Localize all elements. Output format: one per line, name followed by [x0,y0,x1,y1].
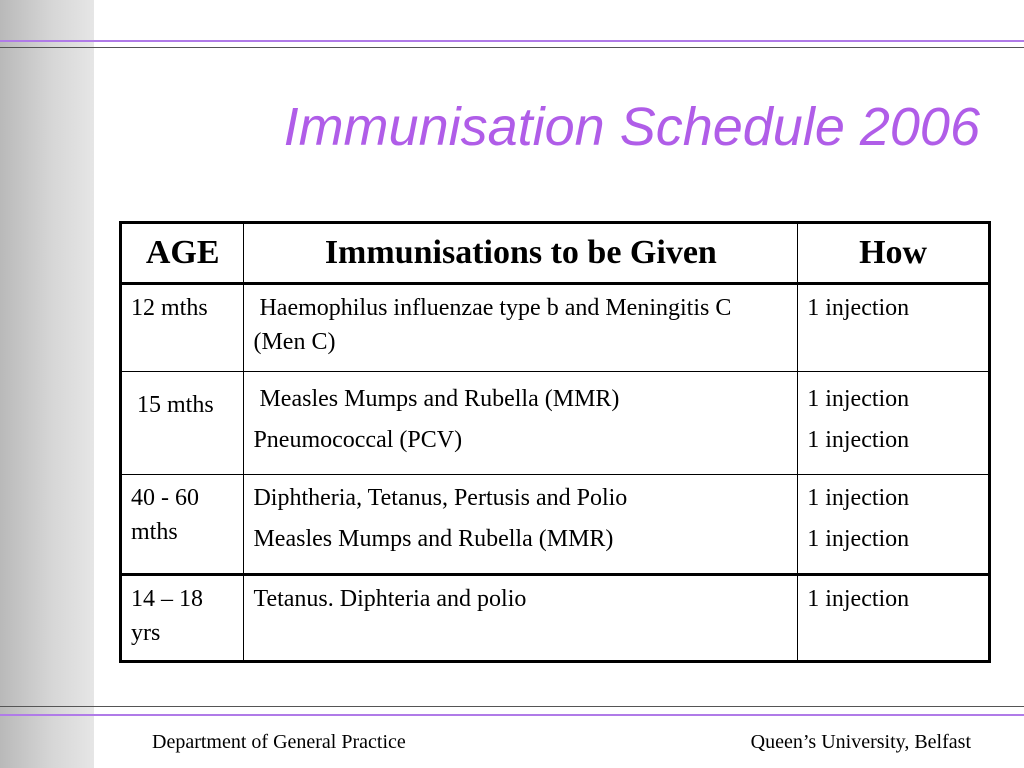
immunisation-schedule-table [119,221,991,663]
footer-department: Department of General Practice [152,731,406,753]
age-text: 15 mths [131,392,214,418]
immunisations-cell [244,284,798,372]
how-text: 1 injection [807,295,910,321]
immunisation-text: Tetanus. Diphteria and polio [253,586,527,612]
age-cell: 12 mths [121,284,244,372]
table-row [121,372,990,475]
footer-university: Queen’s University, Belfast [750,731,971,753]
age-cell [121,372,244,475]
table-header-row [121,223,990,284]
top-divider-rule [0,47,1024,48]
how-text: 1 injection [807,586,910,612]
how-text: 1 injection [807,485,910,511]
how-text: 1 injection [807,386,910,412]
immunisation-text: Measles Mumps and Rubella (MMR) [253,386,620,412]
immunisations-cell [244,575,798,662]
header-immunisations: Immunisations to be Given [244,223,798,284]
how-text: 1 injection [807,427,910,453]
immunisations-cell [244,475,798,575]
age-cell: 40 - 60 mths [121,475,244,575]
immunisation-text: Pneumococcal (PCV) [253,427,463,453]
immunisation-text: Haemophilus influenzae type b and Meningitis C (Men C) [253,295,738,355]
bottom-divider-rule [0,706,1024,707]
age-cell: 14 – 18 yrs [121,575,244,662]
immunisation-text: Diphtheria, Tetanus, Pertusis and Polio [253,485,628,511]
table-row [121,575,990,662]
how-text: 1 injection [807,526,910,552]
immunisation-text: Measles Mumps and Rubella (MMR) [253,526,614,552]
top-accent-rule [0,40,1024,42]
table-row [121,284,990,372]
slide-title: Immunisation Schedule 2006 [283,97,980,157]
how-cell [798,372,990,475]
how-cell [798,575,990,662]
bottom-accent-rule [0,714,1024,716]
how-cell [798,284,990,372]
how-cell [798,475,990,575]
immunisations-cell [244,372,798,475]
side-decorative-bar [0,0,94,768]
header-how: How [798,223,990,284]
header-age: AGE [121,223,244,284]
table-row [121,475,990,575]
